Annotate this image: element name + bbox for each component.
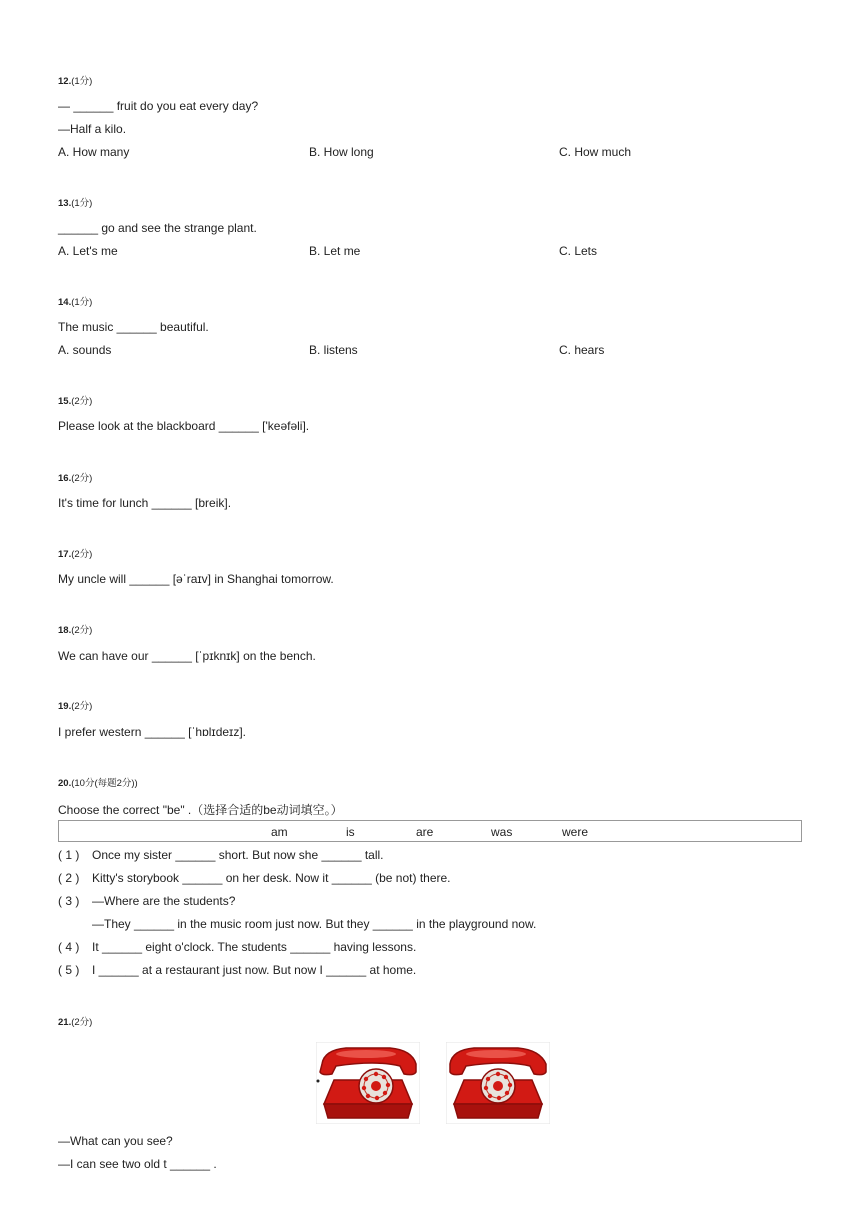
question-13-line-1: ______ go and see the strange plant. bbox=[58, 221, 257, 235]
question-12-number: 12.(1分) bbox=[58, 76, 93, 87]
item-text: Kitty's storybook ______ on her desk. Now it ______ (be not) there. bbox=[92, 871, 451, 885]
question-17-line-1: My uncle will ______ [əˈraɪv] in Shanghai tomorrow. bbox=[58, 572, 334, 586]
telephone-image-left bbox=[316, 1042, 420, 1124]
question-12-option-b[interactable]: B. How long bbox=[309, 145, 374, 159]
word-bank-word: am bbox=[271, 825, 288, 839]
question-12-line-2: —Half a kilo. bbox=[58, 122, 127, 136]
word-bank-word: is bbox=[346, 825, 355, 839]
telephone-image-right bbox=[446, 1042, 550, 1124]
item-text: —Where are the students? bbox=[92, 894, 236, 908]
question-20-instruction: Choose the correct "be" .（选择合适的be动词填空。） bbox=[58, 803, 343, 817]
question-21-number: 21.(2分) bbox=[58, 1017, 93, 1028]
question-21-line-1: —What can you see? bbox=[58, 1134, 173, 1148]
item-text: Once my sister ______ short. But now she ______ tall. bbox=[92, 848, 384, 862]
question-15-number: 15.(2分) bbox=[58, 396, 93, 407]
question-14-option-b[interactable]: B. listens bbox=[309, 343, 358, 357]
item-text: I ______ at a restaurant just now. But now I ______ at home. bbox=[92, 963, 417, 977]
question-13-option-c[interactable]: C. Lets bbox=[559, 244, 598, 258]
word-bank-word: was bbox=[491, 825, 513, 839]
question-19-number: 19.(2分) bbox=[58, 701, 93, 712]
item-label: ( 3 ) bbox=[58, 894, 80, 908]
word-bank-word: are bbox=[416, 825, 434, 839]
question-20-item-3 bbox=[58, 894, 235, 908]
question-20-item-3-continued bbox=[58, 917, 536, 931]
question-19-line-1: I prefer western ______ [ˈhɒlɪdeɪz]. bbox=[58, 725, 246, 739]
item-label: ( 2 ) bbox=[58, 871, 80, 885]
question-21-line-2: —I can see two old t ______ . bbox=[58, 1157, 217, 1171]
item-label: ( 1 ) bbox=[58, 848, 80, 862]
question-20-item-5 bbox=[58, 963, 416, 977]
question-15-line-1: Please look at the blackboard ______ ['keəfəli]. bbox=[58, 419, 310, 433]
word-bank-word: were bbox=[562, 825, 589, 839]
question-14-option-a[interactable]: A. sounds bbox=[58, 343, 112, 357]
question-12-option-a[interactable]: A. How many bbox=[58, 145, 130, 159]
question-14-number: 14.(1分) bbox=[58, 297, 93, 308]
question-18-line-1: We can have our ______ [ˈpɪknɪk] on the bench. bbox=[58, 649, 316, 663]
question-14-option-c[interactable]: C. hears bbox=[559, 343, 605, 357]
question-20-item-4 bbox=[58, 940, 416, 954]
question-13-number: 13.(1分) bbox=[58, 198, 93, 209]
question-13-option-b[interactable]: B. Let me bbox=[309, 244, 361, 258]
question-17-number: 17.(2分) bbox=[58, 549, 93, 560]
question-16-number: 16.(2分) bbox=[58, 473, 93, 484]
item-text: It ______ eight o'clock. The students ______ having lessons. bbox=[92, 940, 417, 954]
question-20-item-2 bbox=[58, 871, 451, 885]
question-14-line-1: The music ______ beautiful. bbox=[58, 320, 209, 334]
item-label: ( 4 ) bbox=[58, 940, 80, 954]
question-20-item-1 bbox=[58, 848, 384, 862]
word-bank-box bbox=[58, 820, 802, 842]
question-20-number: 20.(10分(每题2分)) bbox=[58, 778, 138, 789]
question-13-option-a[interactable]: A. Let's me bbox=[58, 244, 118, 258]
item-text: —They ______ in the music room just now. But they ______ in the playground now. bbox=[92, 917, 537, 931]
item-label: ( 5 ) bbox=[58, 963, 80, 977]
question-12-line-1: — ______ fruit do you eat every day? bbox=[58, 99, 259, 113]
question-12-option-c[interactable]: C. How much bbox=[559, 145, 632, 159]
question-18-number: 18.(2分) bbox=[58, 625, 93, 636]
question-16-line-1: It's time for lunch ______ [breik]. bbox=[58, 496, 232, 510]
